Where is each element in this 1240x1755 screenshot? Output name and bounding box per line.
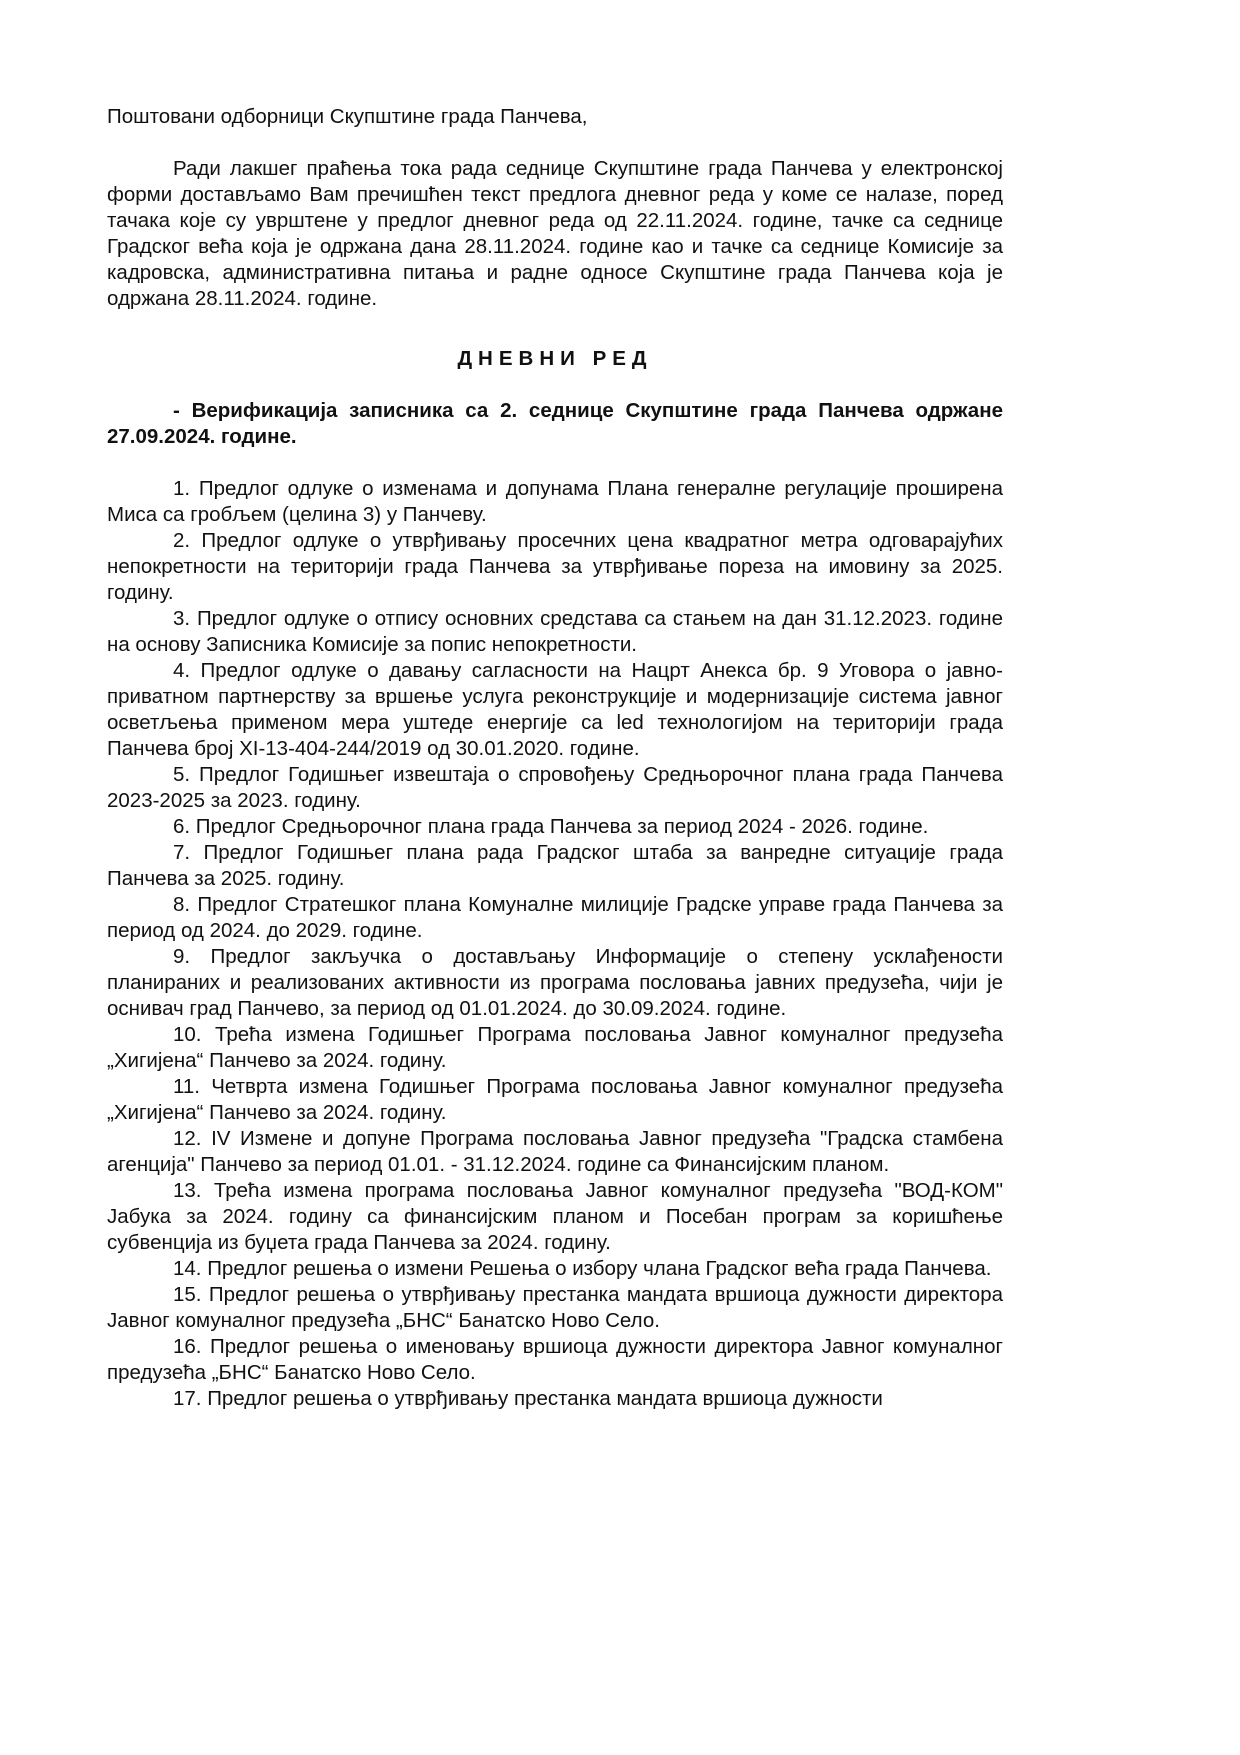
agenda-item: 5. Предлог Годишњег извештаја о спровођењу Средњорочног плана града Панчева 2023-2025 за 2023. годину. xyxy=(107,763,1003,812)
salutation: Поштовани одборници Скупштине града Панчева, xyxy=(107,105,588,128)
agenda-item: 4. Предлог одлуке о давању сагласности на Нацрт Анекса бр. 9 Уговора о јавно-приватном партнерству за вршење услуга реконструкције и модернизације система јавног осветљења применом мера уштеде енергије са led технологијом на територији града Панчева број XI-13-404-244/2019 од 30.01.2020. године. xyxy=(107,659,1003,760)
agenda-item: 16. Предлог решења о именовању вршиоца дужности директора Јавног комуналног предузећа „БНС“ Банатско Ново Село. xyxy=(107,1335,1003,1384)
agenda-list xyxy=(107,476,1003,1412)
agenda-item: 1. Предлог одлуке о изменама и допунама Плана генералне регулације проширена Миса са гробљем (целина 3) у Панчеву. xyxy=(107,477,1003,526)
agenda-item: 10. Трећа измена Годишњег Програма пословања Јавног комуналног предузећа „Хигијена“ Панчево за 2024. годину. xyxy=(107,1023,1003,1072)
intro-paragraph: Ради лакшег праћења тока рада седнице Скупштине града Панчева у електронској форми достављамо Вам пречишћен текст предлога дневног реда у коме се налазе, поред тачака које су уврштене у предлог дневног реда од 22.11.2024. године, тачке са седнице Градског већа која је одржана дана 28.11.2024. године као и тачке са седнице Комисије за кадровска, административна питања и радне односе Скупштине града Панчева која је одржана 28.11.2024. године. xyxy=(107,157,1003,310)
agenda-item: 9. Предлог закључка о достављању Информације о степену усклађености планираних и реализованих активности из програма пословања јавних предузећа, чији је оснивач град Панчево, за период од 01.01.2024. до 30.09.2024. године. xyxy=(107,945,1003,1020)
agenda-item: 2. Предлог одлуке о утврђивању просечних цена квадратног метра одговарајућих непокретности на територији града Панчева за утврђивање пореза на имовину за 2025. годину. xyxy=(107,529,1003,604)
agenda-item: 13. Трећа измена програма пословања Јавног комуналног предузећа "ВОД-КОМ" Јабука за 2024. годину са финансијским планом и Посебан програм за коришћење субвенција из буџета града Панчева за 2024. годину. xyxy=(107,1179,1003,1254)
agenda-item: 15. Предлог решења о утврђивању престанка мандата вршиоца дужности директора Јавног комуналног предузећа „БНС“ Банатско Ново Село. xyxy=(107,1283,1003,1332)
agenda-title: ДНЕВНИ РЕД xyxy=(457,347,653,370)
agenda-item: 7. Предлог Годишњег плана рада Градског штаба за ванредне ситуације града Панчева за 2025. годину. xyxy=(107,841,1003,890)
minutes-verification-item: - Верификација записника са 2. седнице Скупштине града Панчева одржане 27.09.2024. године. xyxy=(107,399,1003,448)
agenda-item: 11. Четврта измена Годишњег Програма пословања Јавног комуналног предузећа „Хигијена“ Панчево за 2024. годину. xyxy=(107,1075,1003,1124)
agenda-item: 12. IV Измене и допуне Програма пословања Јавног предузећа "Градска стамбена агенција" Панчево за период 01.01. - 31.12.2024. године са Финансијским планом. xyxy=(107,1127,1003,1176)
agenda-item: 17. Предлог решења о утврђивању престанка мандата вршиоца дужности xyxy=(173,1387,883,1410)
document-page xyxy=(107,104,1003,1412)
agenda-item: 6. Предлог Средњорочног плана града Панчева за период 2024 - 2026. године. xyxy=(173,815,929,838)
agenda-item: 14. Предлог решења о измени Решења о избору члана Градског већа града Панчева. xyxy=(173,1257,992,1280)
agenda-item: 3. Предлог одлуке о отпису основних средстава са стањем на дан 31.12.2023. године на основу Записника Комисије за попис непокретности. xyxy=(107,607,1003,656)
agenda-item: 8. Предлог Стратешког плана Комуналне милиције Градске управе града Панчева за период од 2024. до 2029. године. xyxy=(107,893,1003,942)
